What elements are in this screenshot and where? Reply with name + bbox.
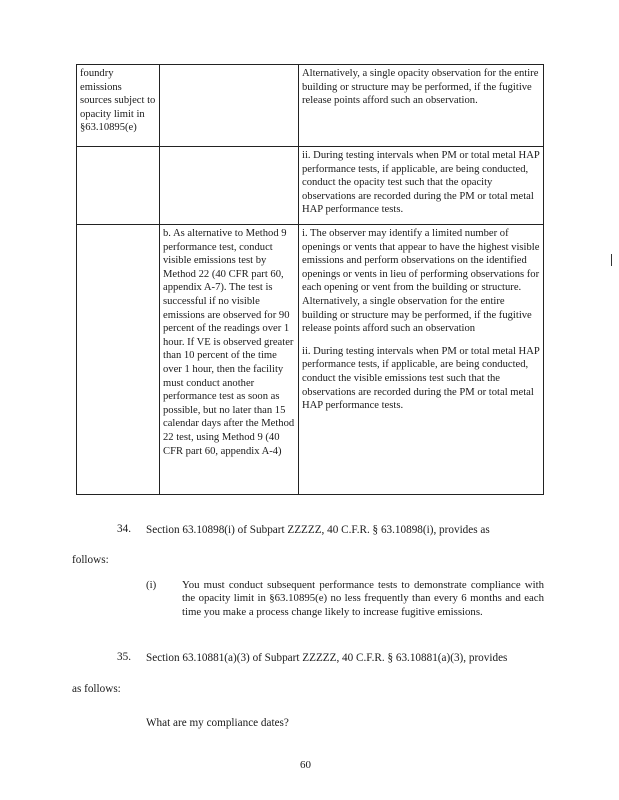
regulation-table xyxy=(76,64,544,495)
table-cell xyxy=(160,65,299,147)
paragraph-text: Section 63.10881(a)(3) of Subpart ZZZZZ, 40 C.F.R. § 63.10881(a)(3), provides xyxy=(146,652,508,664)
table-cell: b. As alternative to Method 9 performance test, conduct visible emissions test by Method 22 (40 CFR part 60, appendix A-7). The test is successful if no visible emissions are observed for 90 percent of the readings over 1 hour. If VE is observed greater than 10 percent of the time over 1 hour, then the facility must conduct another performance test as soon as possible, but no later than 15 calendar days after the Method 22 test, using Method 9 (40 CFR part 60, appendix A-4) xyxy=(160,225,299,495)
quoted-heading: What are my compliance dates? xyxy=(146,717,289,729)
paragraph-text: Section 63.10898(i) of Subpart ZZZZZ, 40 C.F.R. § 63.10898(i), provides as xyxy=(146,524,490,536)
table-cell xyxy=(77,147,160,225)
paragraph-number: 35. xyxy=(117,651,131,663)
table-row xyxy=(77,225,544,495)
table-row xyxy=(77,65,544,147)
table-cell: Alternatively, a single opacity observation for the entire building or structure may be performed, if the fugitive release points afford such an observation. xyxy=(299,65,544,147)
margin-mark xyxy=(611,254,612,266)
paragraph-number: 34. xyxy=(117,523,131,535)
table-cell xyxy=(77,225,160,495)
cell-paragraph: ii. During testing intervals when PM or total metal HAP performance tests, if applicable, are being conducted, conduct the visible emissions test such that the observations are recorded during the PM or total metal HAP performance tests. xyxy=(302,345,540,412)
table-cell xyxy=(160,147,299,225)
table-cell xyxy=(299,225,544,495)
page-number: 60 xyxy=(300,759,311,771)
table-row xyxy=(77,147,544,225)
cell-paragraph: i. The observer may identify a limited number of openings or vents that appear to have the highest visible emissions and perform observations on the identified openings or vents in lieu of performing observations for each opening or vent from the building or structure. Alternatively, a single observation for the entire building or structure may be performed, if the fugitive release points afford such an observation xyxy=(302,228,540,335)
table-cell: ii. During testing intervals when PM or total metal HAP performance tests, if applicable, are being conducted, conduct the opacity test such that the opacity observations are recorded during the PM or total metal HAP performance tests. xyxy=(299,147,544,225)
paragraph-text: as follows: xyxy=(72,683,121,695)
paragraph-text: follows: xyxy=(72,554,109,566)
block-quote: You must conduct subsequent performance tests to demonstrate compliance with the opacity limit in §63.10895(e) no less frequently than every 6 months and each time you make a process change likely to increase fugitive emissions. xyxy=(182,579,544,618)
table-cell: foundry emissions sources subject to opacity limit in §63.10895(e) xyxy=(77,65,160,147)
quote-number: (i) xyxy=(146,579,157,591)
